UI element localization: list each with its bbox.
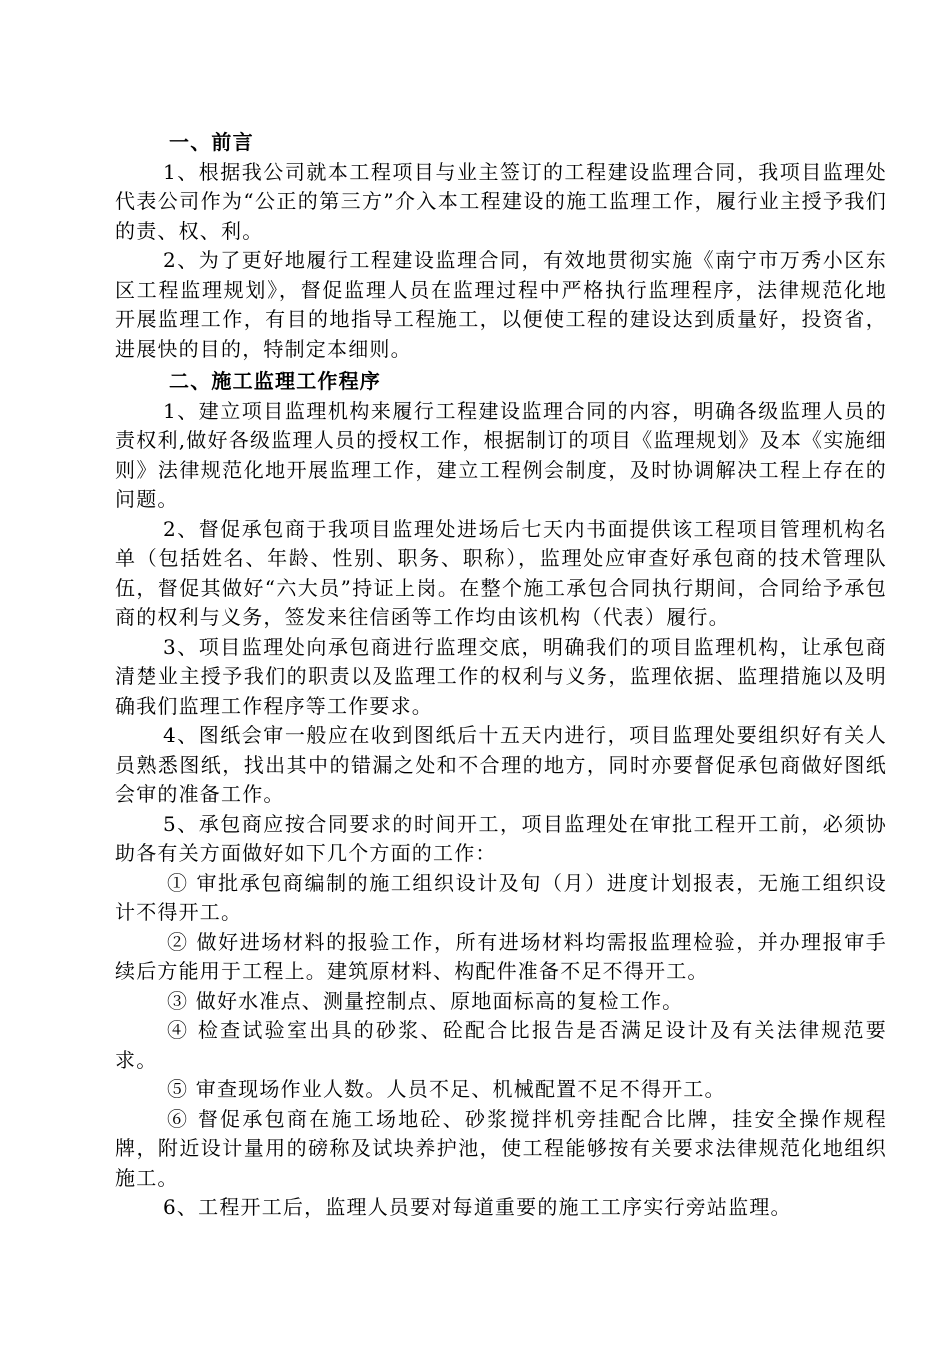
procedure-item-4: ④ 检查试验室出具的砂浆、砼配合比报告是否满足设计及有关法律规范要求。 [115, 1018, 887, 1072]
section-heading-procedure: 二、施工监理工作程序 [169, 369, 381, 393]
procedure-paragraph-1: 1、建立项目监理机构来履行工程建设监理合同的内容，明确各级监理人员的责权利,做好各级监理人员的授权工作，根据制订的项目《监理规划》及本《实施细则》法律规范化地开展监理工作，建立工程例会制度，及时协调解决工程上存在的问题。 [115, 398, 887, 511]
procedure-paragraph-5: 5、承包商应按合同要求的时间开工，项目监理处在审批工程开工前，必须协助各有关方面做好如下几个方面的工作： [115, 811, 887, 865]
section-heading-preface: 一、前言 [169, 130, 254, 154]
procedure-paragraph-6: 6、工程开工后，监理人员要对每道重要的施工工序实行旁站监理。 [163, 1195, 792, 1219]
document-page [115, 128, 887, 1223]
procedure-item-5: ⑤ 审查现场作业人数。人员不足、机械配置不足不得开工。 [167, 1077, 726, 1101]
preface-paragraph-1: 1、根据我公司就本工程项目与业主签订的工程建设监理合同，我项目监理处代表公司作为“公正的第三方”介入本工程建设的施工监理工作，履行业主授予我们的责、权、利。 [115, 159, 887, 243]
procedure-paragraph-2: 2、督促承包商于我项目监理处进场后七天内书面提供该工程项目管理机构名单（包括姓名、年龄、性别、职务、职称），监理处应审查好承包商的技术管理队伍，督促其做好“六大员”持证上岗。在整个施工承包合同执行期间，合同给予承包商的权利与义务，签发来往信函等工作均由该机构（代表）履行。 [115, 516, 887, 629]
preface-paragraph-2: 2、为了更好地履行工程建设监理合同，有效地贯彻实施《南宁市万秀小区东区工程监理规划》，督促监理人员在监理过程中严格执行监理程序，法律规范化地开展监理工作，有目的地指导工程施工，以便使工程的建设达到质量好，投资省，进展快的目的，特制定本细则。 [115, 248, 887, 361]
procedure-paragraph-3: 3、项目监理处向承包商进行监理交底，明确我们的项目监理机构，让承包商清楚业主授予我们的职责以及监理工作的权利与义务，监理依据、监理措施以及明确我们监理工作程序等工作要求。 [115, 634, 887, 718]
procedure-paragraph-4: 4、图纸会审一般应在收到图纸后十五天内进行，项目监理处要组织好有关人员熟悉图纸，找出其中的错漏之处和不合理的地方，同时亦要督促承包商做好图纸会审的准备工作。 [115, 723, 887, 806]
procedure-item-2: ② 做好进场材料的报验工作，所有进场材料均需报监理检验，并办理报审手续后方能用于工程上。建筑原材料、构配件准备不足不得开工。 [115, 929, 887, 983]
procedure-item-6: ⑥ 督促承包商在施工场地砼、砂浆搅拌机旁挂配合比牌，挂安全操作规程牌，附近设计量用的磅称及试块养护池，使工程能够按有关要求法律规范化地组织施工。 [115, 1106, 887, 1190]
procedure-item-1: ① 审批承包商编制的施工组织设计及旬（月）进度计划报表，无施工组织设计不得开工。 [115, 870, 887, 924]
procedure-item-3: ③ 做好水准点、测量控制点、原地面标高的复检工作。 [167, 988, 684, 1013]
